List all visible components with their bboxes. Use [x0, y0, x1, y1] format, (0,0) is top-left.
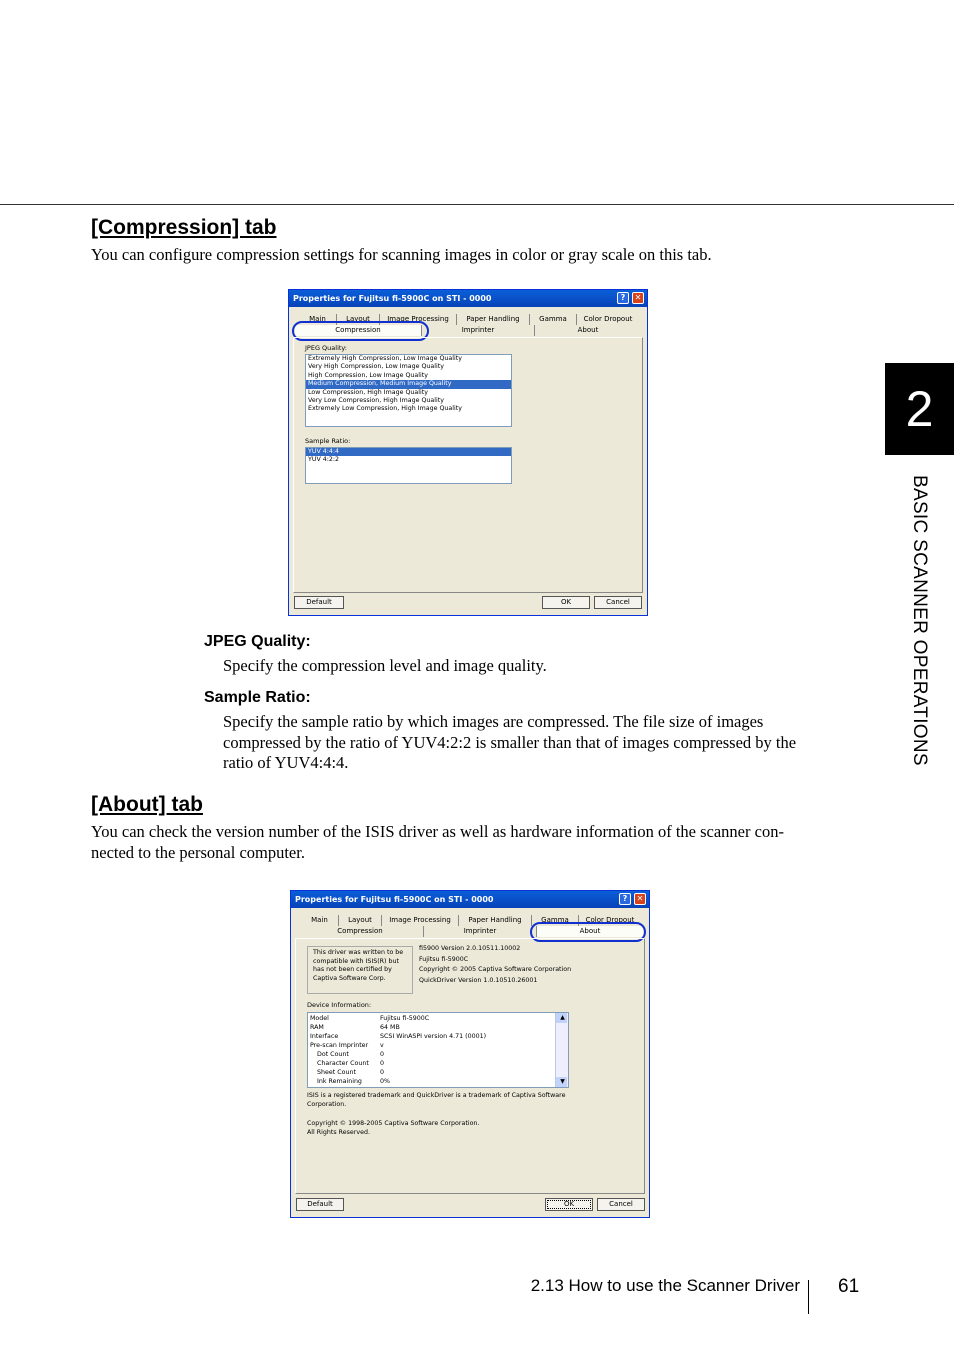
ok-button[interactable]: OK — [542, 596, 590, 609]
about-dialog — [290, 890, 650, 1218]
table-row: Character Count 0 — [317, 1060, 385, 1067]
tab-about[interactable]: About — [537, 926, 643, 937]
table-row: Interface SCSI WinASPI version 4.71 (0001) — [310, 1033, 487, 1040]
tab-image-processing[interactable]: Image Processing — [382, 915, 459, 926]
tab-about[interactable]: About — [577, 326, 599, 334]
list-item[interactable]: Extremely High Compression, Low Image Quality — [308, 355, 462, 362]
list-item[interactable]: Low Compression, High Image Quality — [308, 388, 428, 396]
tab-imprinter[interactable]: Imprinter — [424, 926, 537, 937]
scroll-up-icon[interactable]: ▲ — [556, 1013, 567, 1023]
jpeg-quality-list[interactable] — [305, 354, 512, 427]
list-item[interactable]: Extremely Low Compression, High Image Quality — [308, 405, 462, 413]
close-icon[interactable]: ✕ — [632, 292, 644, 304]
tab-gamma[interactable]: Gamma — [532, 915, 579, 926]
header-rule — [0, 204, 954, 205]
sample-ratio-label: Sample Ratio: — [305, 437, 351, 445]
tab-main[interactable]: Main — [299, 314, 337, 325]
tab-color-dropout[interactable]: Color Dropout — [585, 916, 635, 924]
dialog-titlebar: Properties for Fujitsu fi-5900C on STI - 0000 — [289, 290, 647, 307]
list-item[interactable]: YUV 4:2:2 — [308, 456, 340, 464]
about-intro-2: nected to the personal computer. — [91, 843, 305, 862]
tab-gamma[interactable]: Gamma — [530, 314, 577, 325]
tab-main[interactable]: Main — [301, 915, 339, 926]
sample-ratio-list[interactable] — [305, 447, 512, 484]
sample-ratio-text-3: ratio of YUV4:4:4. — [223, 753, 349, 772]
default-button[interactable]: Default — [296, 1198, 344, 1211]
close-icon[interactable]: ✕ — [634, 893, 646, 905]
dialog-titlebar: Properties for Fujitsu fi-5900C on STI - 0000 — [291, 891, 649, 908]
device-info-label: Device Information: — [307, 1001, 372, 1009]
list-item[interactable]: High Compression, Low Image Quality — [308, 371, 428, 379]
compression-tab-heading: [Compression] tab — [91, 216, 277, 239]
version-info: fi5900 Version 2.0.10511.10002 Fujitsu fi-5900C Copyright © 2005 Captiva Software Corporation QuickDriver Version 1.0.10510.26001 — [419, 945, 572, 984]
tab-paper-handling[interactable]: Paper Handling — [459, 915, 532, 926]
footer-section-title: 2.13 How to use the Scanner Driver — [530, 1276, 800, 1295]
about-intro-1: You can check the version number of the ISIS driver as well as hardware information of the scanner con- — [91, 822, 784, 841]
list-item-selected[interactable]: Medium Compression, Medium Image Quality — [306, 380, 511, 388]
jpeg-quality-label: JPEG Quality: — [305, 344, 347, 352]
tab-layout[interactable]: Layout — [339, 915, 382, 926]
help-icon[interactable]: ? — [619, 893, 631, 905]
sample-ratio-heading: Sample Ratio: — [204, 689, 311, 706]
sample-ratio-text-1: Specify the sample ratio by which images are compressed. The file size of images — [223, 712, 764, 731]
chapter-number: 2 — [885, 363, 954, 455]
jpeg-quality-text: Specify the compression level and image quality. — [223, 656, 547, 675]
tab-compression[interactable]: Compression — [295, 325, 422, 336]
tab-imprinter[interactable]: Imprinter — [422, 325, 535, 336]
certification-notice: This driver was written to be compatible with ISIS(R) but has not been certified by Captiva Software Corp. — [307, 946, 413, 994]
scrollbar[interactable] — [555, 1013, 568, 1087]
tab-image-processing[interactable]: Image Processing — [380, 314, 457, 325]
device-info-list[interactable] — [307, 1012, 569, 1088]
list-item-selected[interactable]: YUV 4:4:4 — [306, 448, 511, 456]
table-row: RAM 64 MB — [310, 1024, 400, 1031]
tab-paper-handling[interactable]: Paper Handling — [457, 314, 530, 325]
table-row: Pre-scan Imprinter v — [310, 1042, 384, 1049]
table-row: Dot Count 0 — [317, 1051, 385, 1058]
default-button[interactable]: Default — [294, 596, 344, 609]
sample-ratio-text-2: compressed by the ratio of YUV4:2:2 is smaller than that of images compressed by the — [223, 733, 797, 752]
table-row: Ink Remaining 0% — [317, 1078, 390, 1085]
copyright-notice: Copyright © 1998-2005 Captiva Software Corporation. All Rights Reserved. — [307, 1120, 480, 1136]
table-row: Model Fujitsu fi-5900C — [310, 1015, 430, 1022]
compression-dialog — [288, 289, 648, 616]
list-item[interactable]: Very Low Compression, High Image Quality — [308, 397, 444, 405]
tab-layout[interactable]: Layout — [337, 314, 380, 325]
list-item[interactable]: Very High Compression, Low Image Quality — [308, 363, 444, 371]
cancel-button[interactable]: Cancel — [597, 1198, 645, 1211]
table-row: Sheet Count 0 — [317, 1069, 385, 1076]
ok-button[interactable]: OK — [545, 1198, 593, 1211]
compression-intro: You can configure compression settings for scanning images in color or gray scale on this tab. — [91, 245, 712, 264]
cancel-button[interactable]: Cancel — [594, 596, 642, 609]
trademark-notice: ISIS is a registered trademark and QuickDriver is a trademark of Captiva Software Corporation. — [307, 1092, 566, 1108]
jpeg-quality-heading: JPEG Quality: — [204, 633, 311, 650]
footer-divider — [808, 1280, 809, 1314]
help-icon[interactable]: ? — [617, 292, 629, 304]
tab-color-dropout[interactable]: Color Dropout — [583, 315, 633, 323]
tab-compression[interactable]: Compression — [297, 926, 424, 937]
about-tab-heading: [About] tab — [91, 793, 203, 816]
scroll-down-icon[interactable]: ▼ — [556, 1077, 567, 1087]
page-number: 61 — [838, 1276, 860, 1297]
chapter-title-vertical: BASIC SCANNER OPERATIONS — [909, 475, 930, 766]
